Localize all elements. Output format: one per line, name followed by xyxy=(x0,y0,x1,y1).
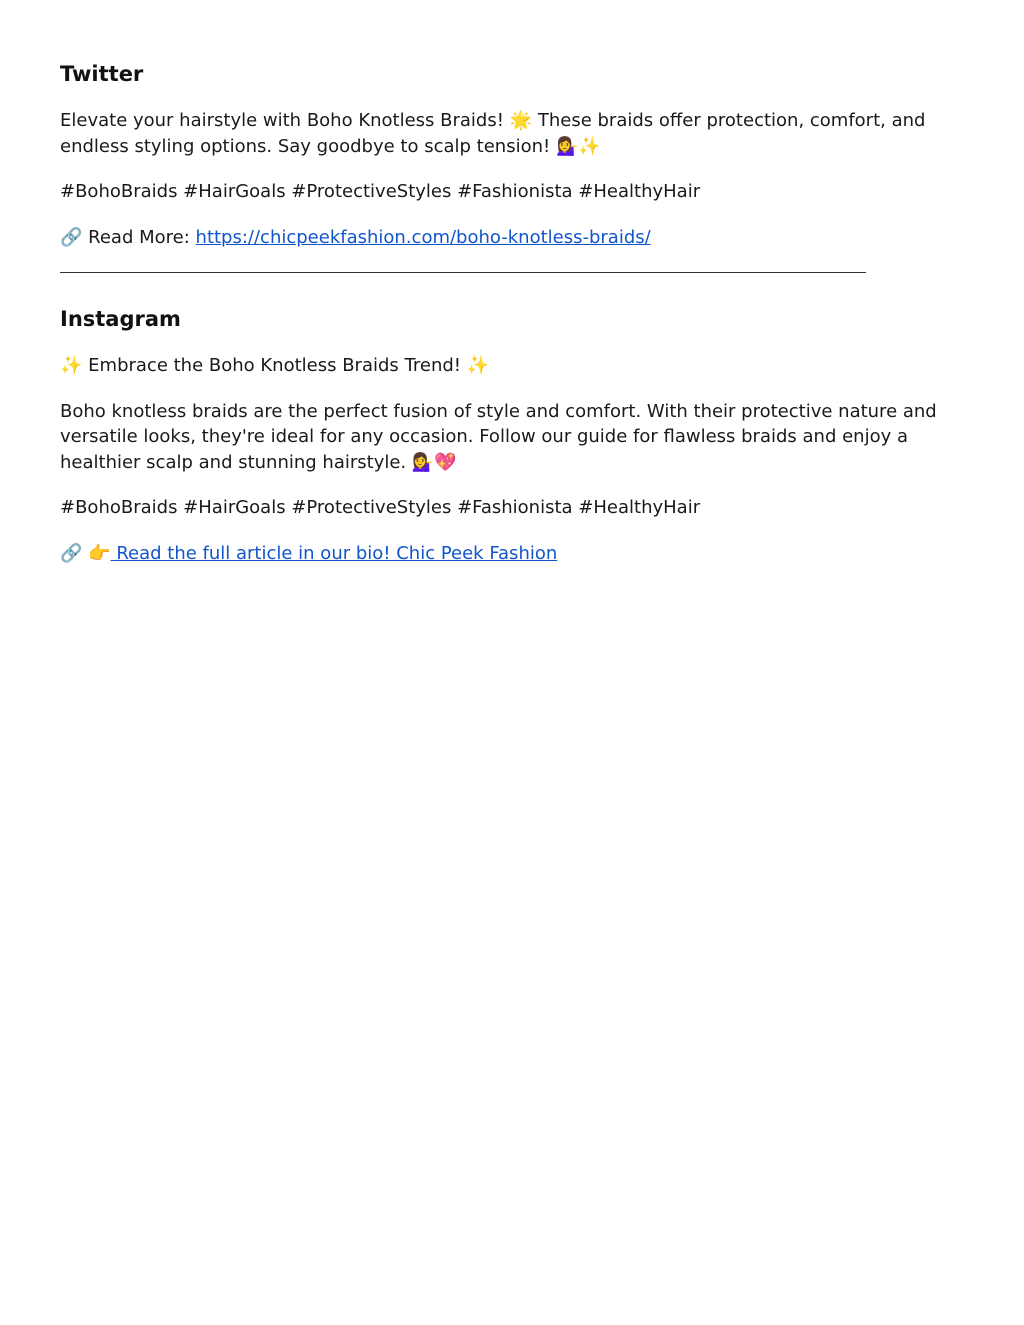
sparkles-icon: ✨ xyxy=(60,355,83,376)
instagram-body xyxy=(60,399,970,476)
bio-article-link[interactable] xyxy=(88,543,557,564)
instagram-body-text: Boho knotless braids are the perfect fusion of style and comfort. With their protective nature and versatile looks, they're ideal for any occasion. Follow our guide for flawless braids and enjoy a healthier scalp and stunning hairstyle. xyxy=(60,400,937,473)
sparkling-heart-icon: 💖 xyxy=(434,451,457,473)
link-icon: 🔗 xyxy=(60,542,83,564)
woman-tipping-hand-icon: 💁‍♀️ xyxy=(411,451,435,473)
instagram-hashtags: #BohoBraids #HairGoals #ProtectiveStyles #Fashionista #HealthyHair xyxy=(60,497,701,518)
link-icon: 🔗 xyxy=(60,226,83,248)
woman-tipping-hand-icon: 💁‍♀️ xyxy=(555,135,579,157)
twitter-heading: Twitter xyxy=(60,62,144,86)
glowing-star-icon: 🌟 xyxy=(509,110,533,131)
sparkles-icon: ✨ xyxy=(578,135,601,157)
twitter-text-part-1: Elevate your hairstyle with Boho Knotless Braids! xyxy=(60,110,504,131)
read-more-label: Read More: xyxy=(88,226,190,248)
instagram-section xyxy=(60,303,970,566)
instagram-heading: Instagram xyxy=(60,307,181,331)
instagram-headline-text: Embrace the Boho Knotless Braids Trend! xyxy=(88,355,461,376)
document-page xyxy=(60,58,970,566)
instagram-headline xyxy=(60,353,970,379)
pointing-right-icon: 👉 xyxy=(88,542,111,564)
bio-article-link-text: Read the full article in our bio! Chic Peek Fashion xyxy=(116,542,558,564)
twitter-post-text xyxy=(60,108,970,159)
section-divider xyxy=(60,272,866,273)
twitter-section xyxy=(60,58,970,250)
sparkles-icon: ✨ xyxy=(466,355,490,376)
twitter-hashtags: #BohoBraids #HairGoals #ProtectiveStyles #Fashionista #HealthyHair xyxy=(60,181,701,202)
article-url-link[interactable]: https://chicpeekfashion.com/boho-knotless-braids/ xyxy=(195,226,651,248)
instagram-cta xyxy=(60,541,970,567)
twitter-read-more xyxy=(60,225,970,251)
twitter-text-part-2: These braids offer protection, comfort, and endless styling options. Say goodbye to scalp tension! xyxy=(60,110,926,157)
